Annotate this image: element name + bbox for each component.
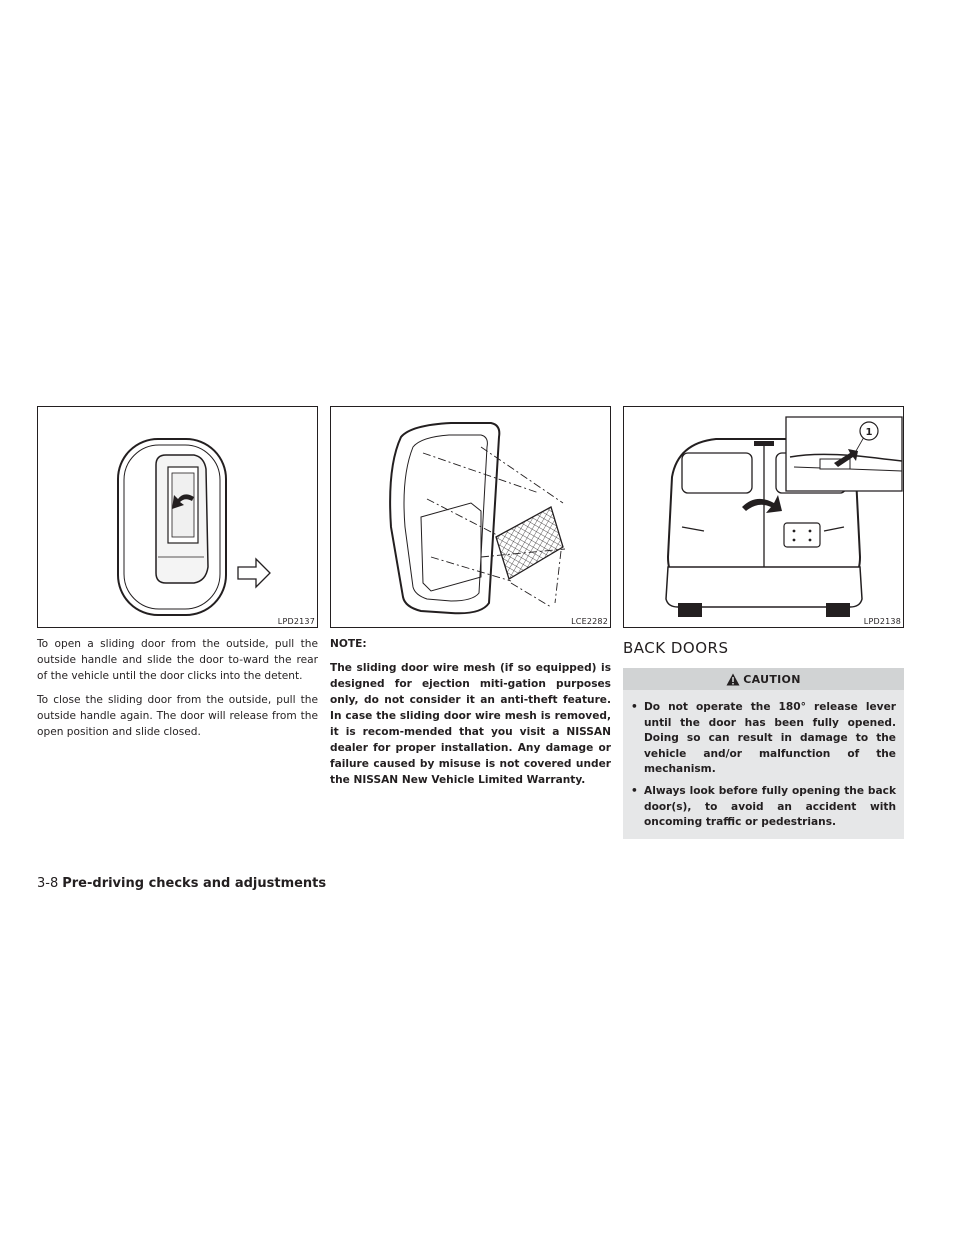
caution-box [623,668,904,839]
back-doors-illustration [624,407,903,627]
column-3 [623,406,904,839]
figure-sliding-door-handle [37,406,318,628]
paragraph-open-sliding-door: To open a sliding door from the outside, pull the outside handle and slide the door to-ward the rear of the vehicle until the door clicks into the detent. [37,638,318,682]
caution-item-text: Always look before fully opening the back door(s), to avoid an accident with oncoming traffic or pedestrians. [644,784,896,829]
page-footer [37,876,326,891]
column-1 [37,406,318,740]
caution-item-text: Do not operate the 180° release lever until the door has been fully opened. Doing so can result in damage to the vehicle and/or malfunction of the mechanism. [644,701,896,776]
warning-triangle-icon [726,673,740,686]
figure-code: LPD2137 [277,617,315,626]
figure-code: LCE2282 [571,617,608,626]
paragraph-close-sliding-door: To close the sliding door from the outside, pull the outside handle again. The door will release from the open position and slide closed. [37,694,318,738]
figure-back-doors [623,406,904,628]
figure-wire-mesh [330,406,611,628]
figure-code: LPD2138 [863,617,901,626]
note-label: NOTE: [330,638,367,650]
caution-header [623,668,904,690]
page-number: 3-8 [37,876,59,891]
wire-mesh-illustration [331,407,610,627]
column-2 [330,406,611,788]
bullet: • [631,784,638,797]
sliding-door-handle-illustration [38,407,317,627]
section-heading-back-doors: BACK DOORS [623,639,729,657]
caution-item [631,700,896,778]
caution-item [631,784,896,831]
chapter-title: Pre-driving checks and adjustments [62,876,327,891]
caution-list [623,690,904,831]
caution-title: CAUTION [743,672,801,686]
note-text: The sliding door wire mesh (if so equipped) is designed for ejection miti-gation purposes only, do not consider it an anti-theft feature. In case the sliding door wire mesh is removed, it is recom-mended that you visit a NISSAN dealer for proper installation. Any damage or failure caused by misuse is not covered under the NISSAN New Vehicle Limited Warranty. [330,662,611,786]
callout-number: 1 [865,427,873,438]
bullet: • [631,701,638,713]
